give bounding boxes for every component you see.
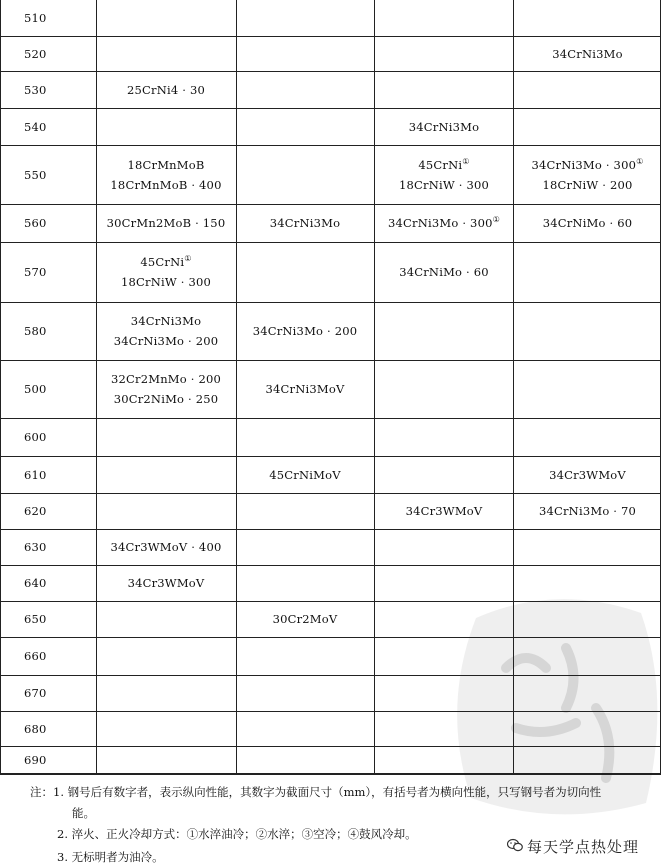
steel-grade-cell — [375, 145, 513, 204]
steel-grade-cell — [514, 302, 661, 360]
steel-grade-text: 18CrMnMoB · 400 — [110, 177, 222, 192]
table-row — [0, 242, 661, 302]
steel-grade-cell — [375, 529, 513, 565]
table-row — [0, 302, 661, 360]
steel-grade-text: 34CrNiMo · 60 — [542, 216, 633, 230]
steel-grade-cell — [236, 601, 374, 637]
table-row — [0, 637, 661, 675]
steel-grade-cell — [236, 108, 374, 145]
table-row — [0, 711, 661, 746]
table-row — [0, 145, 661, 204]
steel-grade-cell — [236, 637, 374, 675]
steel-grade-cell — [236, 360, 374, 418]
steel-grade-cell — [97, 493, 235, 529]
steel-grade-cell — [514, 711, 661, 746]
steel-grade-text: 18CrNiW · 300 — [120, 275, 211, 289]
note-3: 3. 无标明者为油冷。 — [57, 850, 164, 864]
steel-grade-cell — [514, 637, 661, 675]
steel-grade-cell — [236, 418, 374, 456]
steel-grade-cell — [236, 565, 374, 601]
temperature-cell: 570 — [24, 265, 47, 279]
table-row — [0, 565, 661, 601]
steel-grade-cell — [375, 746, 513, 773]
steel-grade-cell — [375, 565, 513, 601]
steel-grade-text: 34CrNi3Mo · 300① — [531, 156, 644, 172]
table-row — [0, 529, 661, 565]
steel-grade-cell — [514, 71, 661, 108]
table-row — [0, 204, 661, 242]
steel-grade-cell — [236, 242, 374, 302]
table-row — [0, 675, 661, 711]
steel-grade-text: 34Cr3WMoV — [127, 576, 205, 590]
steel-grade-cell — [375, 0, 513, 36]
steel-grade-text: 34CrNi3Mo · 200 — [113, 334, 219, 348]
steel-grade-cell — [97, 0, 235, 36]
steel-grade-cell — [97, 418, 235, 456]
temperature-cell: 640 — [24, 576, 47, 590]
steel-grade-cell — [514, 204, 661, 242]
temperature-cell: 500 — [24, 382, 47, 396]
steel-grade-cell — [514, 456, 661, 493]
steel-grade-text: 25CrNi4 · 30 — [127, 82, 205, 97]
steel-grade-cell — [97, 529, 235, 565]
steel-grade-text: 34CrNi3Mo — [408, 119, 480, 134]
temperature-cell: 550 — [24, 167, 47, 182]
steel-grade-cell — [514, 565, 661, 601]
note-1-cont: 能。 — [72, 806, 95, 820]
steel-grade-cell — [514, 242, 661, 302]
steel-grade-cell — [375, 302, 513, 360]
steel-grade-cell — [375, 108, 513, 145]
temperature-cell: 650 — [24, 612, 47, 626]
steel-grade-cell — [97, 601, 235, 637]
grid-hline — [0, 773, 661, 775]
table-row — [0, 360, 661, 418]
table-row — [0, 601, 661, 637]
steel-grade-cell — [375, 675, 513, 711]
steel-grade-cell — [97, 456, 235, 493]
steel-grade-cell — [375, 493, 513, 529]
steel-grade-cell — [375, 711, 513, 746]
steel-grade-text: 30CrMn2MoB · 150 — [106, 216, 226, 230]
wechat-icon — [507, 838, 523, 852]
temperature-cell: 670 — [24, 686, 47, 700]
steel-grade-cell — [375, 360, 513, 418]
steel-grade-text: 32Cr2MnMo · 200 — [110, 372, 222, 386]
steel-grade-text: 34Cr3WMoV — [549, 467, 626, 482]
steel-grade-text: 34CrNi3MoV — [265, 382, 345, 396]
table-row — [0, 418, 661, 456]
steel-grade-text: 34Cr3WMoV — [405, 504, 483, 518]
temperature-cell: 510 — [24, 11, 47, 25]
table-row — [0, 0, 661, 36]
temperature-cell: 520 — [24, 46, 47, 61]
steel-grade-cell — [514, 529, 661, 565]
steel-grade-cell — [97, 36, 235, 71]
steel-grade-cell — [375, 601, 513, 637]
steel-grade-cell — [97, 711, 235, 746]
steel-grade-cell — [514, 675, 661, 711]
steel-grade-cell — [375, 204, 513, 242]
steel-grade-text: 18CrNiW · 200 — [542, 177, 633, 192]
steel-grade-cell — [97, 302, 235, 360]
steel-grade-cell — [514, 0, 661, 36]
steel-grade-cell — [236, 456, 374, 493]
steel-grade-cell — [375, 36, 513, 71]
steel-grade-cell — [97, 145, 235, 204]
steel-grade-cell — [236, 71, 374, 108]
steel-grade-text: 34CrNiMo · 60 — [399, 265, 489, 279]
steel-grade-cell — [236, 145, 374, 204]
steel-grade-cell — [236, 302, 374, 360]
temperature-cell: 600 — [24, 430, 47, 444]
steel-grade-cell — [97, 204, 235, 242]
steel-grade-cell — [375, 637, 513, 675]
steel-grade-cell — [375, 242, 513, 302]
steel-grade-cell — [514, 108, 661, 145]
steel-grade-cell — [375, 71, 513, 108]
temperature-cell: 690 — [24, 752, 47, 767]
steel-grade-cell — [375, 418, 513, 456]
steel-grade-text: 34Cr3WMoV · 400 — [110, 540, 222, 554]
steel-grade-cell — [236, 0, 374, 36]
steel-grade-text: 18CrNiW · 300 — [398, 177, 489, 192]
temperature-cell: 630 — [24, 540, 47, 554]
temperature-cell: 540 — [24, 119, 47, 134]
note-1: 注：1. 钢号后有数字者，表示纵向性能，其数字为截面尺寸（mm），有括号者为横向性能，只写钢号者为切向性 — [30, 785, 602, 799]
steel-grade-cell — [236, 746, 374, 773]
steel-grade-cell — [236, 493, 374, 529]
steel-grade-text: 34CrNi3Mo — [130, 314, 202, 328]
temperature-cell: 610 — [24, 467, 47, 482]
steel-grade-text: 34CrNi3Mo · 300① — [388, 215, 500, 230]
steel-grade-cell — [514, 746, 661, 773]
note-2: 2. 淬火、正火冷却方式：①水淬油冷；②水淬；③空冷；④鼓风冷却。 — [57, 827, 417, 841]
table-row — [0, 493, 661, 529]
steel-grade-text: 45CrNi① — [140, 254, 192, 269]
steel-grade-cell — [514, 493, 661, 529]
temperature-cell: 560 — [24, 216, 47, 230]
steel-grade-text: 34CrNi3Mo · 200 — [252, 324, 358, 338]
steel-grade-text: 30Cr2NiMo · 250 — [113, 392, 219, 406]
temperature-cell: 620 — [24, 504, 47, 518]
table-row — [0, 746, 661, 773]
temperature-cell: 530 — [24, 82, 47, 97]
table-row — [0, 36, 661, 71]
steel-grade-cell — [514, 360, 661, 418]
steel-grade-cell — [97, 360, 235, 418]
steel-grade-cell — [514, 601, 661, 637]
steel-grade-cell — [97, 242, 235, 302]
steel-grade-cell — [97, 746, 235, 773]
temperature-cell: 580 — [24, 324, 47, 338]
steel-grade-cell — [97, 565, 235, 601]
steel-grade-cell — [236, 204, 374, 242]
table-row — [0, 456, 661, 493]
watermark-text: 每天学点热处理 — [527, 838, 640, 856]
steel-grade-cell — [514, 418, 661, 456]
table-row — [0, 108, 661, 145]
temperature-cell: 660 — [24, 649, 47, 663]
steel-grade-cell — [236, 529, 374, 565]
steel-grade-cell — [236, 675, 374, 711]
steel-grade-cell — [514, 145, 661, 204]
steel-grade-text: 34CrNi3Mo — [552, 46, 623, 61]
steel-grade-text: 34CrNi3Mo · 70 — [538, 504, 637, 518]
steel-grade-cell — [375, 456, 513, 493]
temperature-cell: 680 — [24, 721, 47, 736]
steel-grade-text: 30Cr2MoV — [272, 612, 338, 626]
steel-grade-text: 45CrNi① — [418, 156, 470, 172]
steel-grade-cell — [236, 36, 374, 71]
steel-grade-text: 34CrNi3Mo — [269, 216, 341, 230]
steel-grade-cell — [97, 71, 235, 108]
steel-grade-cell — [97, 675, 235, 711]
steel-grade-text: 18CrMnMoB — [127, 157, 205, 172]
steel-grade-cell — [514, 36, 661, 71]
table-row — [0, 71, 661, 108]
steel-grade-cell — [97, 637, 235, 675]
steel-grade-cell — [97, 108, 235, 145]
steel-grade-text: 45CrNiMoV — [269, 467, 341, 482]
steel-grade-cell — [236, 711, 374, 746]
